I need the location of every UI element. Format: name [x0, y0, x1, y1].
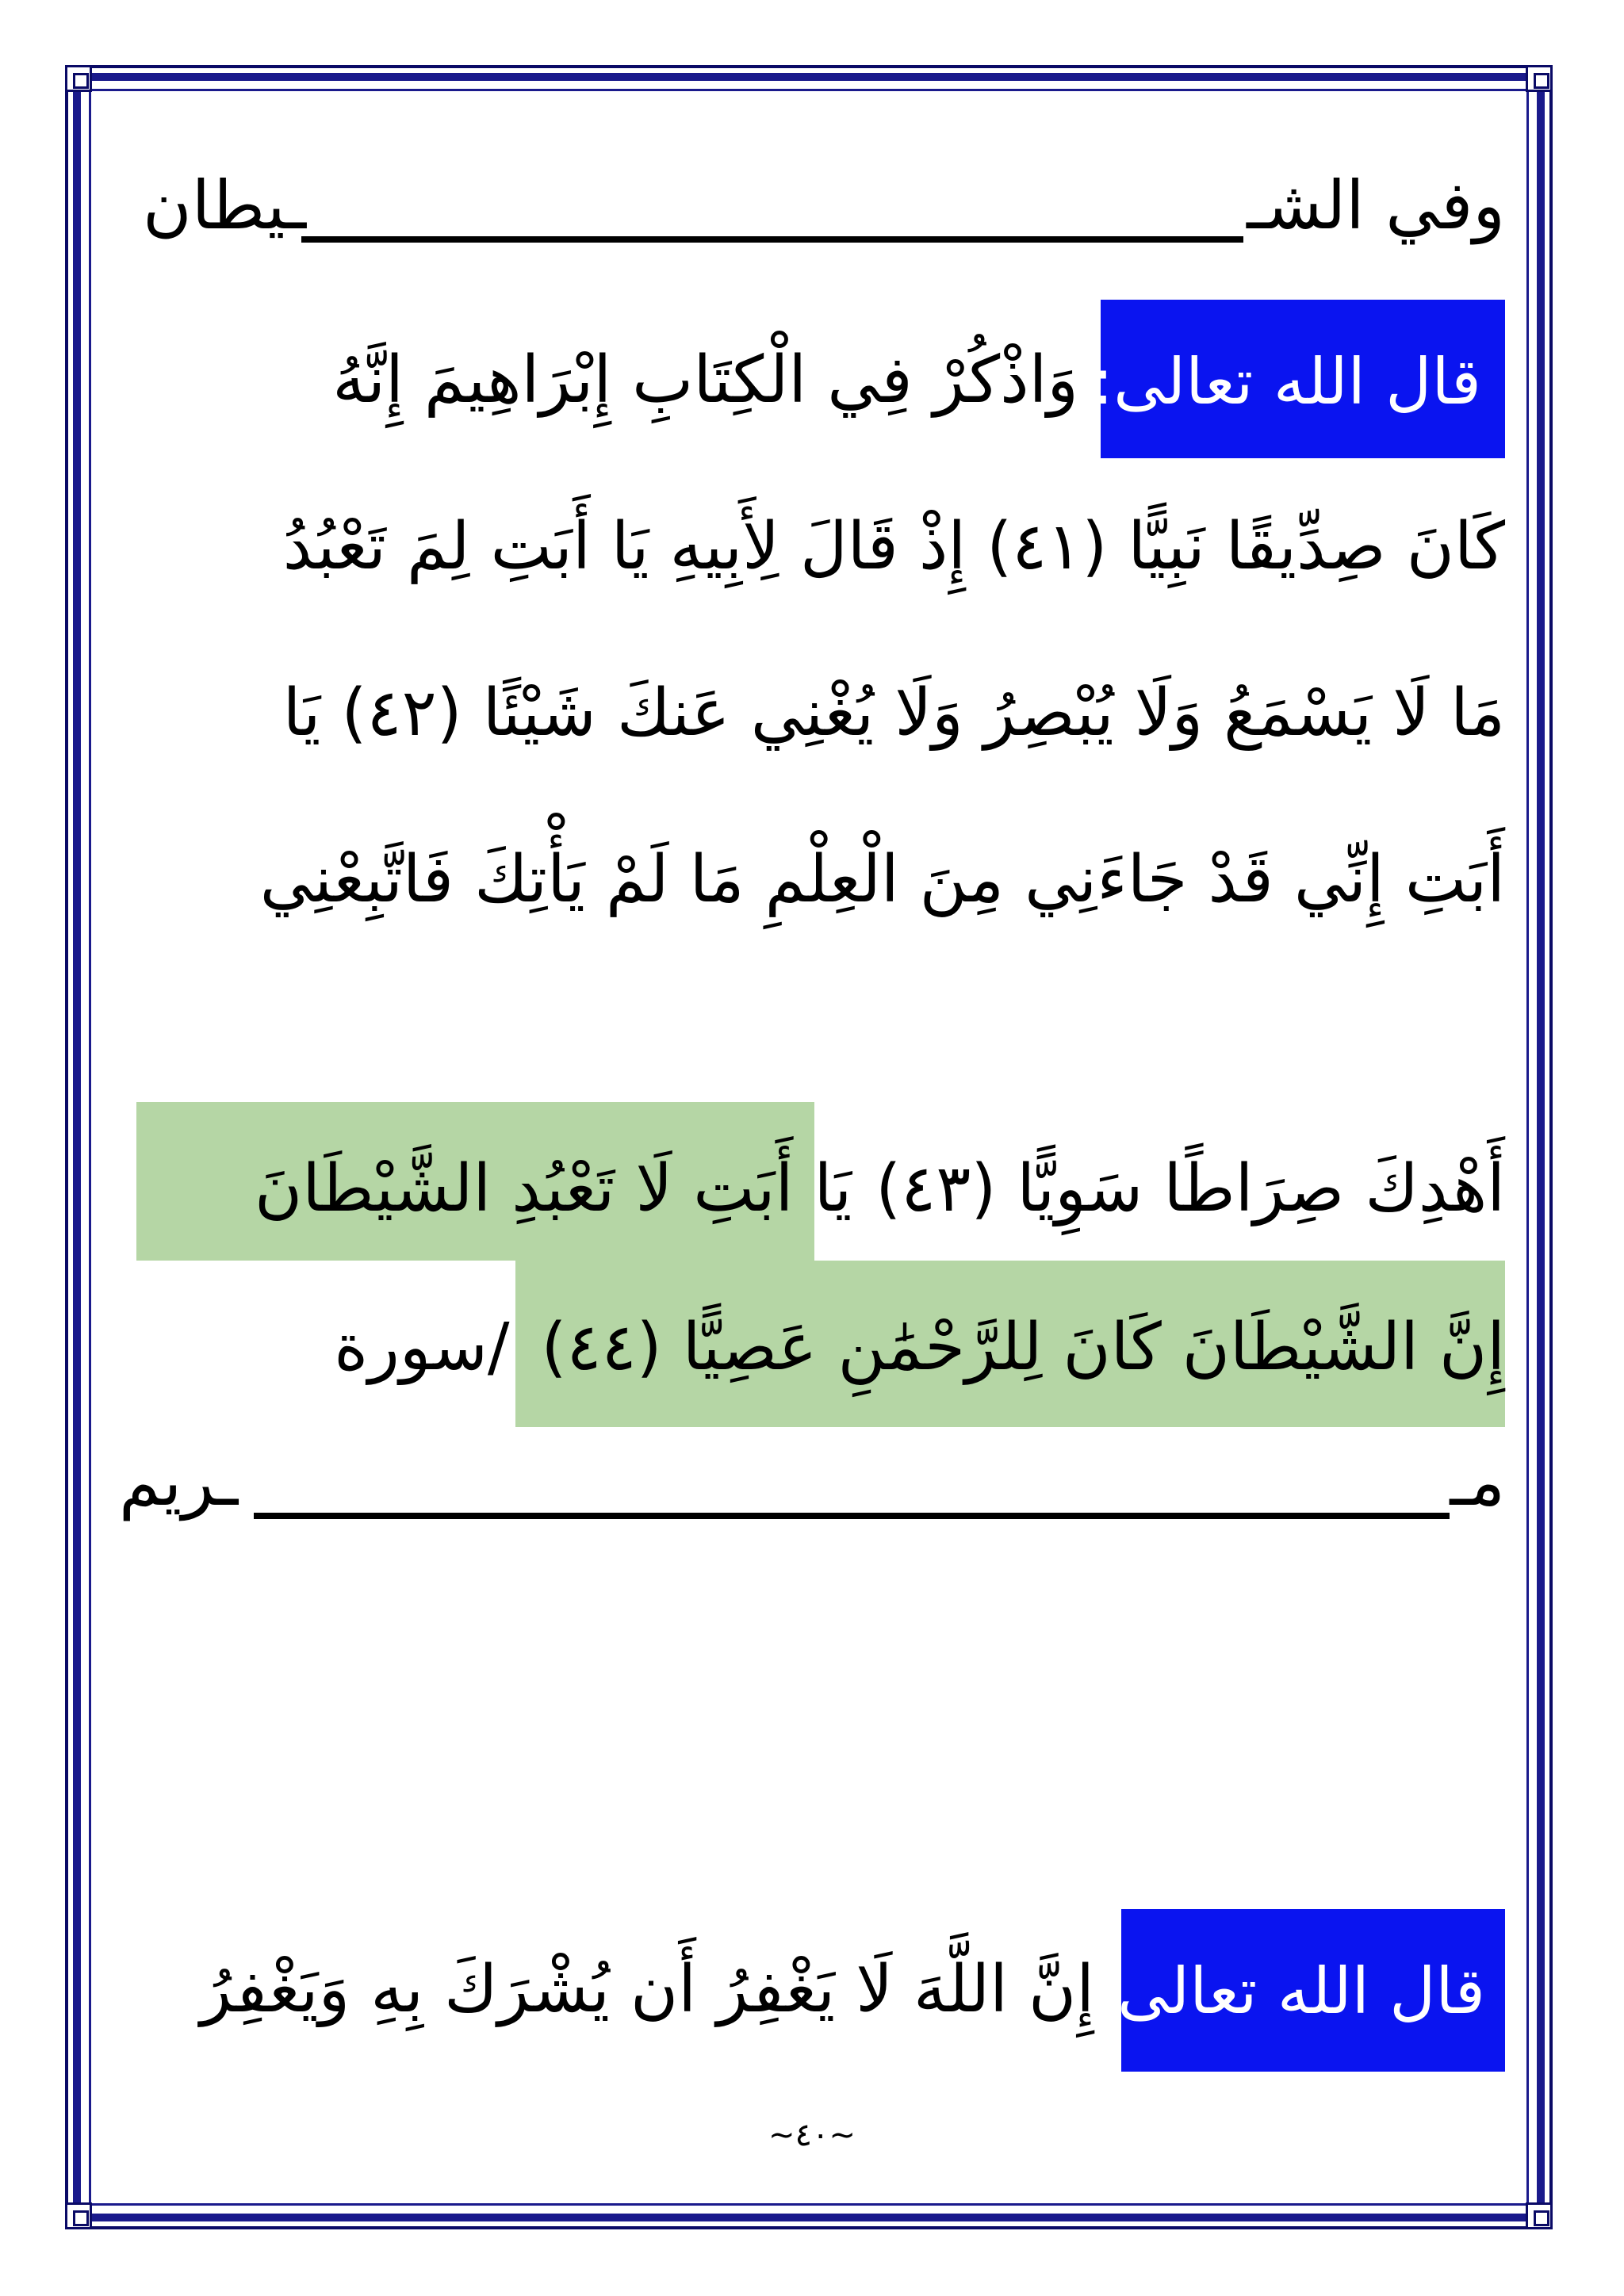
corner-ornament-top-left — [65, 65, 92, 92]
surah-name — [119, 1427, 1505, 1554]
surah-kashida — [254, 1513, 1450, 1519]
verse2-line-1-text: إِنَّ اللَّهَ لَا يَغْفِرُ أَن يُشْرَكَ بِهِ وَيَغْفِرُ — [200, 1952, 1094, 2027]
corner-ornament-top-right — [1526, 65, 1553, 92]
heading-right-part: وفي الشـ — [1247, 166, 1505, 244]
verse-label-2: قال الله تعالى: — [1096, 1954, 1485, 2028]
section-heading — [119, 151, 1505, 277]
verse-line-1-text: وَاذْكُرْ فِي الْكِتَابِ إِبْرَاهِيمَ إِنَّهُ — [332, 342, 1078, 418]
verse-line-4-text: أَبَتِ إِنِّي قَدْ جَاءَنِي مِنَ الْعِلْمِ مَا لَمْ يَأْتِكَ فَاتَّبِعْنِي — [259, 842, 1505, 917]
page-number: ~٤٠~ — [768, 2117, 856, 2153]
verse-line-2-text: كَانَ صِدِّيقًا نَبِيًّا (٤١) إِذْ قَالَ لِأَبِيهِ يَا أَبَتِ لِمَ تَعْبُدُ — [282, 509, 1505, 584]
verse-line-1 — [119, 309, 1078, 452]
verse-line-2 — [119, 476, 1505, 618]
verse-line-4 — [119, 809, 1505, 951]
verse-label: قال الله تعالى: — [1092, 345, 1481, 419]
heading-kashida — [301, 236, 1243, 243]
verse-line-5 — [119, 1118, 1505, 1261]
corner-ornament-bottom-right — [1526, 2202, 1553, 2229]
verse-line-6-highlighted-text: إِنَّ الشَّيْطَانَ كَانَ لِلرَّحْمَٰنِ عَصِيًّا (٤٤) — [541, 1310, 1505, 1385]
verse-line-5-highlighted-text: يَا أَبَتِ لَا تَعْبُدِ الشَّيْطَانَ — [255, 1151, 852, 1226]
surah-label: /سورة — [334, 1310, 510, 1385]
verse-line-5-text: أَهْدِكَ صِرَاطًا سَوِيًّا (٤٣) — [875, 1151, 1505, 1226]
corner-ornament-bottom-left — [65, 2202, 92, 2229]
verse2-line-1 — [119, 1919, 1094, 2061]
surah-name-left-part: ـريم — [119, 1443, 239, 1521]
verse-line-6 — [119, 1276, 1505, 1419]
verse-line-3 — [119, 642, 1505, 785]
page-content — [119, 119, 1505, 2180]
verse-line-3-text: مَا لَا يَسْمَعُ وَلَا يُبْصِرُ وَلَا يُغْنِي عَنكَ شَيْئًا (٤٢) يَا — [282, 675, 1505, 751]
heading-left-part: ـيطان — [143, 166, 307, 244]
surah-name-right-part: مـ — [1450, 1443, 1505, 1521]
